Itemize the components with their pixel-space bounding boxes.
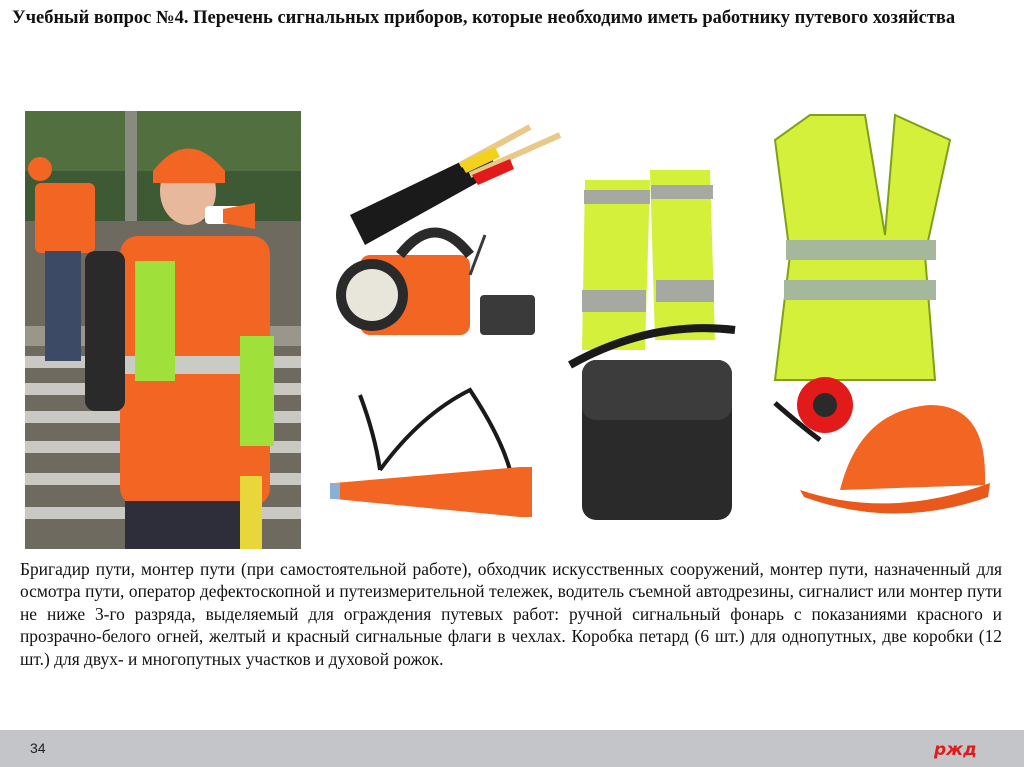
reflective-gaiters-icon bbox=[582, 170, 715, 350]
footer-bar bbox=[0, 730, 1024, 767]
slide-body-text: Бригадир пути, монтер пути (при самостоятельной работе), обходчик искусственных сооружений, монтер пути, назначенный для осмотра пути, оператор дефектоскопной и путеизмерительной тележек, водитель съемной автодрезины, сигналист или монтер пути не ниже 3-го разряда, выделяемый для ограждения путевых работ: ручной сигнальный фонарь с показаниями красного и прозрачно-белого огней, желтый и красный сигнальные флаги в чехлах. Коробка петард (6 шт.) для однопутных, две коробки (12 шт.) для двух- и многопутных участков и духовой рожок. bbox=[20, 559, 1002, 669]
slide-title: Учебный вопрос №4. Перечень сигнальных приборов, которые необходимо иметь работнику путевого хозяйства bbox=[12, 8, 956, 28]
rzd-logo-icon bbox=[934, 738, 986, 765]
worker-with-horn-photo bbox=[25, 111, 301, 549]
measuring-tape-icon bbox=[775, 377, 853, 440]
petard-bag-icon bbox=[570, 328, 735, 520]
signal-lantern-icon bbox=[336, 233, 535, 336]
signal-horn-icon bbox=[330, 390, 532, 517]
reflective-vest-icon bbox=[775, 115, 950, 380]
page-number: 34 bbox=[30, 740, 46, 756]
equipment-illustrations bbox=[320, 105, 1020, 555]
signal-flags-icon bbox=[350, 127, 560, 245]
svg-text:ржд: ржд bbox=[934, 740, 977, 760]
